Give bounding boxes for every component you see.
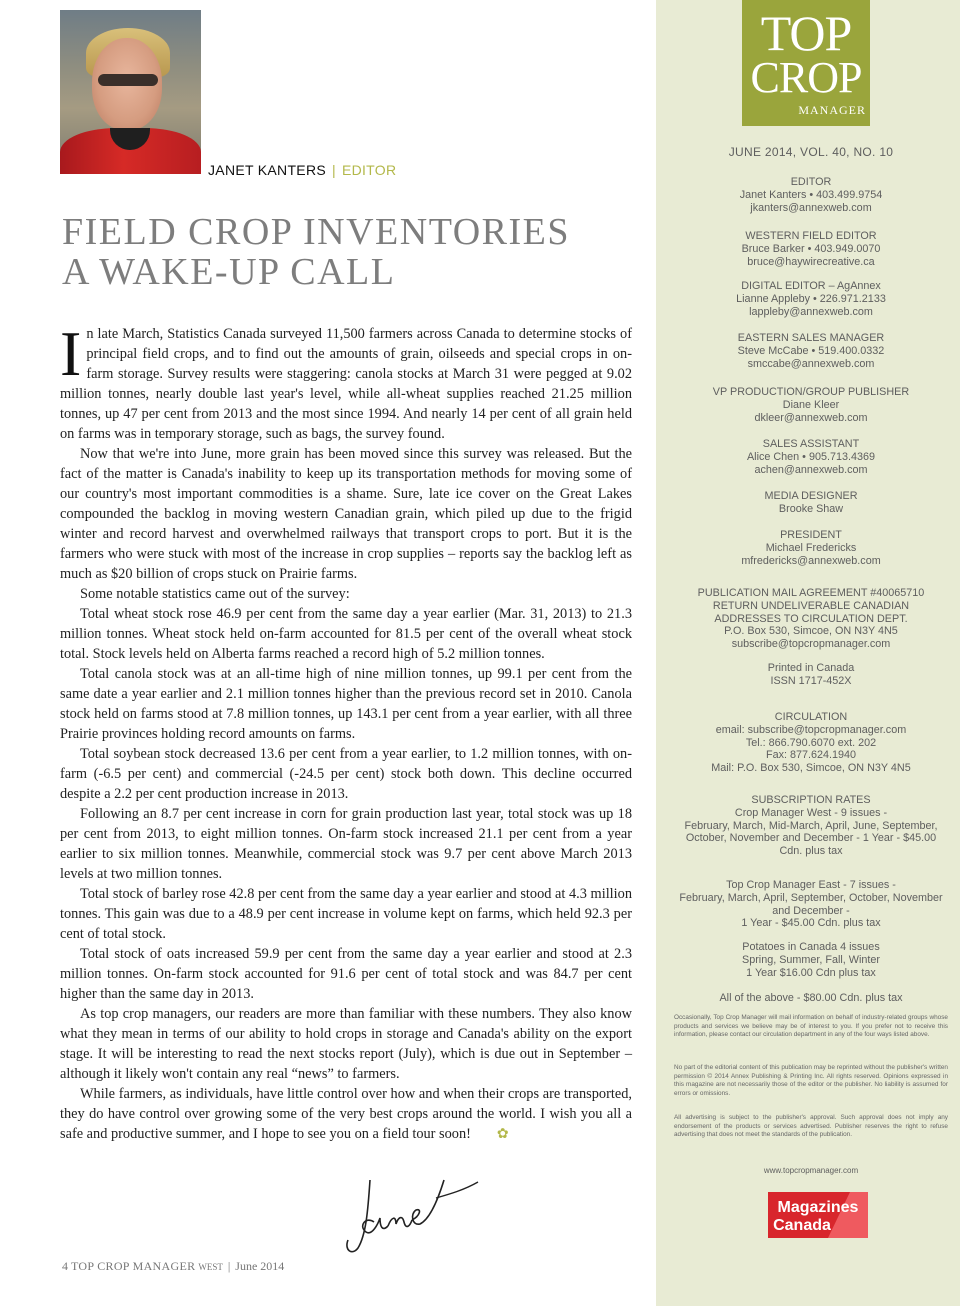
article-body xyxy=(60,318,632,1145)
fine-print-advertising: All advertising is subject to the publisher's approval. Such approval does not imply any endorsement of the products or services advertised. Publisher reserves the right to refuse advertising that does not meet the standards of the publication. xyxy=(674,1114,948,1139)
masthead-sales-assistant: SALES ASSISTANT Alice Chen • 905.713.4369 achen@annexweb.com xyxy=(746,438,876,476)
masthead-western-field-editor: WESTERN FIELD EDITOR Bruce Barker • 403.949.0070 bruce@haywirecreative.ca xyxy=(741,230,881,268)
logo-manager: MANAGER xyxy=(798,103,866,117)
signature-text: Janet xyxy=(340,1160,343,1161)
paragraph: In late March, Statistics Canada surveyed 11,500 farmers across Canada to determine stocks of principal field crops, and to find out the amounts of grain, oilseeds and special crops in on-farm storage. Survey results were staggering: canola stocks at March 31 were pegged at 9.02 million tonnes, nearly double last year's level, while all-wheat supplies reached 21.25 million tonnes, up 47 per cent from 2013 and the most since 1994. And nearly 14 per cent of all grain held on farms was in temporary storage, such as bags, the survey found. xyxy=(60,318,632,442)
paragraph: Total stock of barley rose 42.8 per cent from the same day a year earlier and stood at 4.3 million tonnes. This gain was due to a 48.9 per cent increase in volume kept on farms, which held 92.3 per cent of total stock. xyxy=(60,886,632,942)
subscription-potatoes: Potatoes in Canada 4 issues Spring, Summer, Fall, Winter 1 Year $16.00 Cdn plus tax xyxy=(742,941,880,979)
fine-print-copyright: No part of the editorial content of this publication may be reprinted without the publisher's written permission © 2014 Annex Publishing & Printing Inc. All rights reserved. Opinions expressed in this magazine are not necessarily those of the editor or the publisher. No liability is assumed for errors or omissions. xyxy=(674,1064,948,1097)
circulation: CIRCULATION email: subscribe@topcropmanager.com Tel.: 866.790.6070 ext. 202 Fax: 877.624.1940 Mail: P.O. Box 530, Simcoe, ON N3Y 4N5 xyxy=(711,711,911,775)
footer-separator: | xyxy=(227,1259,231,1273)
headline-line-2: A WAKE-UP CALL xyxy=(62,251,396,293)
top-crop-manager-logo xyxy=(742,0,870,126)
page-number: 4 xyxy=(62,1259,68,1273)
mc-logo-line2: Canada xyxy=(773,1217,831,1234)
magazines-canada-logo xyxy=(768,1192,868,1238)
publication-mail: PUBLICATION MAIL AGREEMENT #40065710 RETURN UNDELIVERABLE CANADIAN ADDRESSES TO CIRCULATION DEPT. P.O. Box 530, Simcoe, ON N3Y 4N5 subscribe@topcropmanager.com xyxy=(697,587,925,651)
masthead-eastern-sales: EASTERN SALES MANAGER Steve McCabe • 519.400.0332 smccabe@annexweb.com xyxy=(737,332,885,370)
fine-print-mailing: Occasionally, Top Crop Manager will mail information on behalf of industry-related groups whose products and services we believe may be of interest to you. If you prefer not to receive this information, please contact our circulation department in any of the four ways listed above. xyxy=(674,1014,948,1039)
masthead-digital-editor: DIGITAL EDITOR – AgAnnex Lianne Appleby • 226.971.2133 lappleby@annexweb.com xyxy=(736,280,886,318)
footer-magazine: TOP CROP MANAGER xyxy=(71,1259,196,1273)
paragraph: Total stock of oats increased 59.9 per cent from the same day a year earlier and stood at 2.3 million tonnes. On-farm stock accounted for 91.6 per cent of total stock and was 84.7 per cent higher than the same day in 2013. xyxy=(60,946,632,1002)
mc-logo-line1: Magazines xyxy=(777,1199,859,1216)
maple-leaf-icon: ✿ xyxy=(496,1127,509,1142)
logo-crop: CROP xyxy=(750,53,862,102)
subscription-east: Top Crop Manager East - 7 issues - February, March, April, September, October, November and December - 1 Year - $45.00 Cdn. plus tax xyxy=(679,879,943,930)
paragraph: Total soybean stock decreased 13.6 per cent from a year earlier, to 1.2 million tonnes, with on-farm (-6.5 per cent) and commercial (-24.5 per cent) stock both down. This decline occurred despite a 2.2 per cent production increase in 2013. xyxy=(60,746,632,802)
article-headline xyxy=(62,212,622,292)
paragraph: Total wheat stock rose 46.9 per cent from the same day a year earlier (Mar. 31, 2013) to 21.3 million tonnes. Wheat stock held on-farm accounted for 81.5 per cent of the overall wheat stock total. Stock levels held on Alberta farms reached a record high of 5.2 million tonnes. xyxy=(60,606,632,662)
subscription-rates: SUBSCRIPTION RATES Crop Manager West - 9 issues - February, March, Mid-March, April, June, September, October, November and December - 1 Year - $45.00 Cdn. plus tax xyxy=(684,794,938,858)
printed-info: Printed in Canada ISSN 1717-452X xyxy=(767,662,855,687)
logo-top: TOP xyxy=(760,5,852,61)
footer-date: June 2014 xyxy=(235,1259,285,1273)
issue-line: JUNE 2014, VOL. 40, NO. 10 xyxy=(728,145,894,159)
paragraph: Now that we're into June, more grain has been moved since this survey was released. But the fact of the matter is Canada's inability to keep up its transportation methods for moving some of our country's most important commodities is a shame. Sure, late ice cover on the Great Lakes compounded the backlog in moving western Canadian grain, which piled up due to the frigid winter and record harvest and overwhelmed railways that transport crops to port. But it is the farmers who were stuck with most of the increase in crop supplies – reports say the backlog left as much as $20 billion of crops stuck on Prairie farms. xyxy=(60,446,632,582)
paragraph: While farmers, as individuals, have little control over how and when their crops are transported, they do have control over growing some of the very best crops around the world. I wish you all a safe and productive summer, and I hope to see you on a field tour soon! ✿ xyxy=(60,1084,632,1145)
masthead-media-designer: MEDIA DESIGNER Brooke Shaw xyxy=(764,490,858,515)
paragraph: Following an 8.7 per cent increase in corn for grain production last year, total stock was up 18 per cent from 2013, to eight million tonnes. On-farm stock increased 21.1 per cent from a year earlier to six million tonnes. Meanwhile, commercial stock was 9.7 per cent above March 2013 levels at two million tonnes. xyxy=(60,806,632,882)
editor-photo xyxy=(60,10,201,174)
subscription-all: All of the above - $80.00 Cdn. plus tax xyxy=(719,992,903,1004)
footer-edition: WEST xyxy=(198,1262,223,1272)
paragraph: Some notable statistics came out of the survey: xyxy=(80,586,350,602)
editor-name: JANET KANTERS xyxy=(208,162,326,178)
editor-byline xyxy=(208,162,396,178)
masthead-editor: EDITOR Janet Kanters • 403.499.9754 jkanters@annexweb.com xyxy=(739,176,883,214)
website-link[interactable]: www.topcropmanager.com xyxy=(763,1166,859,1175)
byline-separator: | xyxy=(332,162,336,178)
paragraph: Total canola stock was at an all-time high of nine million tonnes, up 99.1 per cent from the same date a year earlier and 2.1 million tonnes higher than the previous record set in 2010. Canola stock held on farms stood at 7.8 million tonnes, up 143.1 per cent from a year earlier, with all three Prairie provinces holding record amounts on farms. xyxy=(60,666,632,742)
masthead-president: PRESIDENT Michael Fredericks mfredericks@annexweb.com xyxy=(741,529,881,567)
editor-signature xyxy=(340,1160,485,1260)
page-footer xyxy=(62,1259,284,1274)
drop-cap: I xyxy=(60,318,82,389)
editor-role: EDITOR xyxy=(341,162,397,178)
masthead-vp-production: VP PRODUCTION/GROUP PUBLISHER Diane Kleer dkleer@annexweb.com xyxy=(712,386,910,424)
paragraph: As top crop managers, our readers are more than familiar with these numbers. They also know what they mean in terms of our ability to hold crops in storage and Canada's ability on the export stage. It will be interesting to read the next stocks report (July), which is due out in September – although it likely won't contain any real “news” to farmers. xyxy=(60,1006,632,1082)
headline-line-1: FIELD CROP INVENTORIES xyxy=(62,211,571,253)
